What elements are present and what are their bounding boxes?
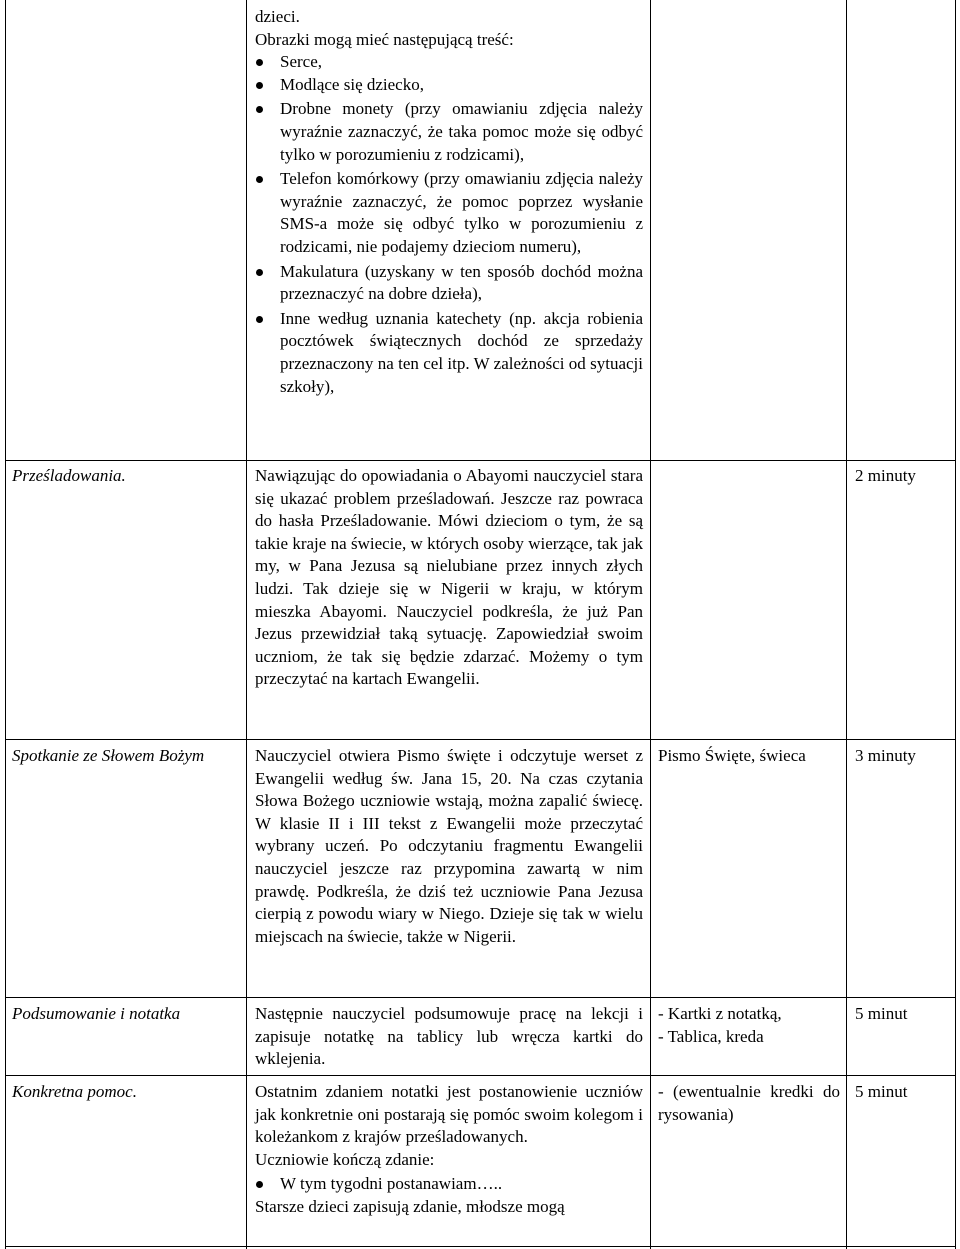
list-item: W tym tygodni postanawiam….. (255, 1173, 643, 1196)
row-5-time: 5 minut (855, 1082, 908, 1101)
list-item: Drobne monety (przy omawianiu zdjęcia należy wyraźnie zaznaczyć, że taka pomoc może się odbyć tylko w porozumieniu z rodzicami), (255, 98, 643, 166)
list-item: Makulatura (uzyskany w ten sposób dochód można przeznaczyć na dobre dzieła), (255, 261, 643, 306)
row-4-time: 5 minut (855, 1004, 908, 1023)
bullet-list (255, 1173, 643, 1196)
grid-line (846, 0, 847, 1249)
grid-line (650, 0, 651, 1249)
list-item: Serce, (255, 51, 643, 74)
row-3-topic: Spotkanie ze Słowem Bożym (12, 746, 205, 765)
grid-line (5, 1246, 956, 1247)
row-4-materials (658, 1003, 844, 1048)
content-line: Obrazki mogą mieć następującą treść: (255, 29, 514, 49)
row-5-content (255, 1081, 643, 1219)
row-2-time: 2 minuty (855, 466, 916, 485)
grid-line (5, 739, 956, 740)
row-2-topic: Prześladowania. (12, 466, 126, 485)
row-2-content: Nawiązując do opowiadania o Abayomi nauczyciel stara się ukazać problem prześladowań. Jeszcze raz powraca do hasła Prześladowanie. Mówi dzieciom o tym, że są takie kraje na świecie, w których osoby wierzące, tak jak my, w Pana Jezusa są nielubiane przez innych złych ludzi. Tak dzieje się w Nigerii w kraju, w którym mieszka Abayomi. Nauczyciel podkreśla, że już Pan Jezus przewidział taką sytuację. Zapowiedział swoim uczniom, że tak się będzie zdarzać. Możemy o tym przeczytać na kartach Ewangelii. (255, 466, 643, 689)
row-3-content: Nauczyciel otwiera Pismo święte i odczytuje werset z Ewangelii według św. Jana 15, 20. Na czas czytania Słowa Bożego uczniowie wstają, można zapalić świecę. W klasie II i III tekst z Ewangelii może przeczytać wybrany uczeń. Po odczytaniu fragmentu Ewangelii nauczyciel jeszcze raz przypomina zawartą w nim prawdę. Podkreśla, że dziś też uczniowie Pana Jezusa cierpią z powodu wiary w Niego. Dzieje się tak w wielu miejscach na świecie, także w Nigerii. (255, 746, 643, 946)
row-4-content: Następnie nauczyciel podsumowuje pracę na lekcji i zapisuje notatkę na tablicy lub wręcza kartki do wklejenia. (255, 1004, 643, 1069)
grid-line (246, 0, 247, 1249)
list-item: Telefon komórkowy (przy omawianiu zdjęcia należy wyraźnie zaznaczyć, że pomoc poprzez wysłanie SMS-a może się odbyć tylko w porozumieniu z rodzicami, nie podajemy dzieciom numeru), (255, 168, 643, 258)
row-1-content (255, 6, 643, 398)
row-3-materials: Pismo Święte, świeca (658, 746, 806, 765)
grid-line (5, 997, 956, 998)
bullet-list (255, 51, 643, 398)
row-4-topic: Podsumowanie i notatka (12, 1004, 181, 1023)
content-paragraph: Ostatnim zdaniem notatki jest postanowienie uczniów jak konkretnie oni postarają się pomóc swoim kolegom i koleżankom z krajów prześladowanych. (255, 1082, 643, 1147)
grid-line (5, 0, 6, 1249)
grid-line (5, 460, 956, 461)
grid-line (5, 1075, 956, 1076)
list-item: Inne według uznania katechety (np. akcja robienia pocztówek świątecznych dochód ze sprzedaży przeznaczony na ten cel itp. W zależności od sytuacji szkoły), (255, 308, 643, 398)
list-item: Modlące się dziecko, (255, 74, 643, 97)
row-5-materials: - (ewentualnie kredki do rysowania) (658, 1082, 840, 1124)
row-3-time: 3 minuty (855, 746, 916, 765)
row-5-topic: Konkretna pomoc. (12, 1082, 137, 1101)
content-line: Starsze dzieci zapisują zdanie, młodsze mogą (255, 1196, 565, 1216)
materials-line: - Tablica, kreda (658, 1026, 764, 1046)
grid-line (955, 0, 956, 1249)
content-line: dzieci. (255, 7, 300, 26)
materials-line: - Kartki z notatką, (658, 1004, 782, 1023)
content-line: Uczniowie kończą zdanie: (255, 1149, 435, 1169)
